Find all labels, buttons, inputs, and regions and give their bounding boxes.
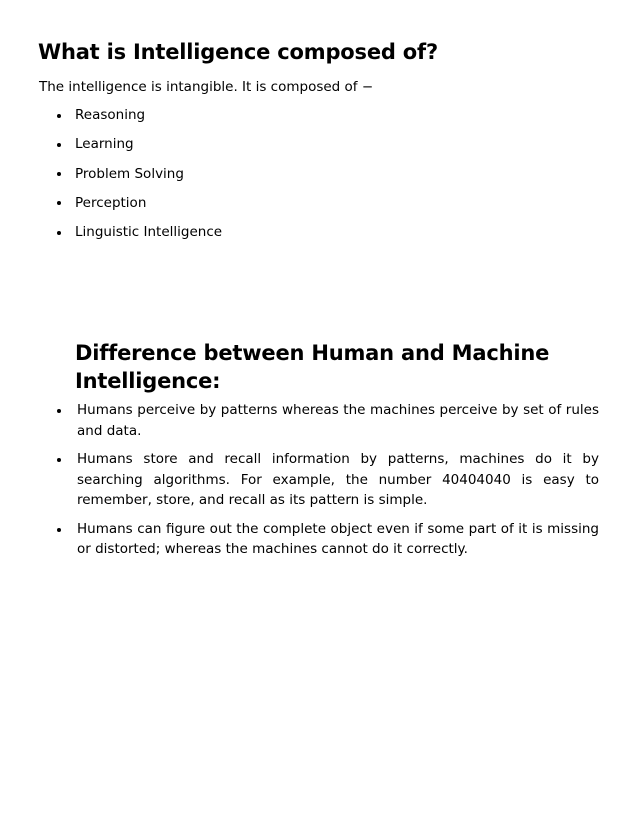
list-item [54, 222, 222, 251]
list-item [54, 449, 599, 511]
list-item [54, 400, 599, 441]
bullet-icon [57, 409, 61, 413]
list-item-text: Learning [75, 136, 134, 153]
bullet-icon [57, 231, 61, 235]
list-item-text: Perception [75, 194, 147, 211]
list-item-text: Reasoning [75, 107, 146, 123]
bullet-icon [57, 143, 61, 147]
list-item [54, 193, 222, 222]
bullet-icon [57, 114, 61, 118]
list-item [54, 134, 222, 163]
bullet-icon [57, 458, 61, 462]
bullet-icon [57, 201, 61, 205]
list-item [54, 105, 222, 134]
list-item-text: Problem Solving [75, 165, 184, 182]
list-item-text: Linguistic Intelligence [75, 224, 223, 241]
list-item-text: Humans can figure out the complete object even if some part of it is missing or distorted; whereas the machines cannot do it correctly. [77, 520, 599, 557]
intro-paragraph: The intelligence is intangible. It is composed of − [39, 79, 374, 95]
list-item [54, 164, 222, 193]
differences-list [54, 400, 599, 568]
list-item [54, 519, 599, 560]
section-heading-composition: What is Intelligence composed of? [38, 40, 438, 64]
list-item-text: Humans store and recall information by patterns, machines do it by searching algorithms. For example, the number 40404040 is easy to remember, store, and recall as its pattern is simple. [77, 451, 599, 508]
components-list [54, 105, 222, 251]
bullet-icon [57, 172, 61, 176]
bullet-icon [57, 528, 61, 532]
section-heading-difference: Difference between Human and Machine Intelligence: [75, 341, 550, 393]
list-item-text: Humans perceive by patterns whereas the machines perceive by set of rules and data. [77, 402, 599, 439]
